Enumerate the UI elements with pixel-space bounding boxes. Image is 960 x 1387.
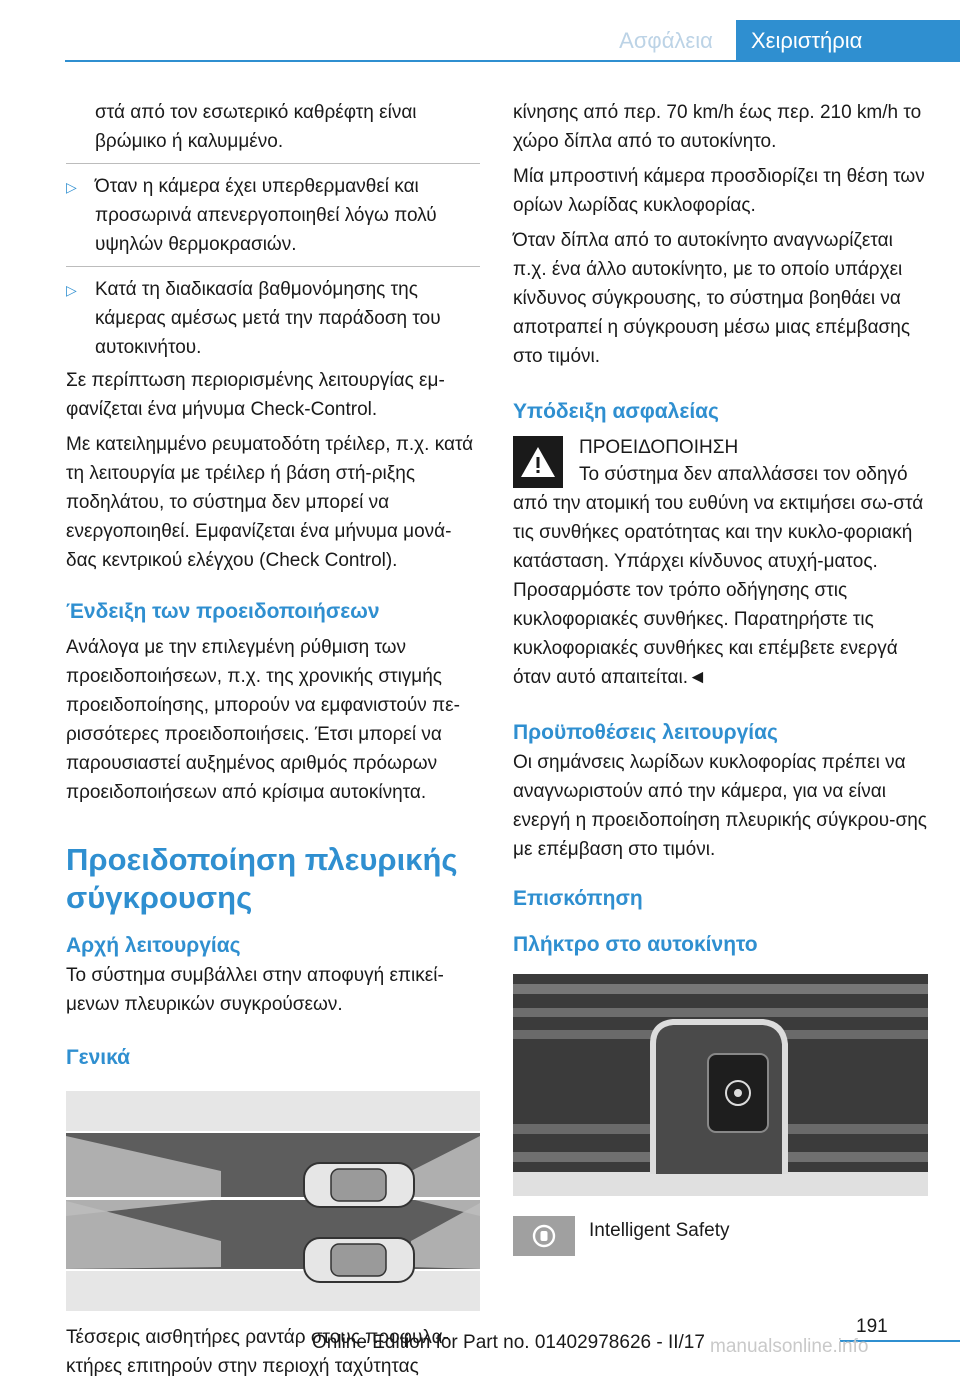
page-number: 191 [856, 1316, 888, 1337]
heading-warnings-display: Ένδειξη των προειδοποιήσεων [66, 600, 380, 623]
right-column [513, 98, 928, 1256]
warning-title: ΠΡΟΕΙΔΟΠΟΙΗΣΗ [579, 437, 739, 458]
warning-text: Το σύστημα δεν απαλλάσσει τον οδηγό από την ατομική του ευθύνη να εκτιμήσει σω-στά τις συνθήκες ορατότητας και την κυκλο-φοριακή κατάσταση. Υπάρχει κίνδυνος ατυχή-ματος. Προσαρμόστε τον τρόπο οδήγησης στις κυκλοφοριακές συνθήκες. Παρατηρήστε τις κυκλοφοριακές συνθήκες και επέμβετε ενεργά όταν αυτό απαιτείται.◄ [513, 464, 924, 688]
car-upper-icon [304, 1163, 414, 1207]
paragraph: κίνησης από περ. 70 km/h έως περ. 210 km/h το χώρο δίπλα από το αυτοκίνητο. [513, 102, 922, 152]
paragraph: Ανάλογα με την επιλεγμένη ρύθμιση των προειδοποιήσεων, π.χ. της χρονικής στιγμής προειδοποίησης, μπορούν να εμφανιστούν πε-ρισσότερες προειδοποιήσεις. Έτσι μπορεί να παρουσιαστεί αυξημένος αριθμός πρόωρων προειδοποιήσεων από κρίσιμα αυτοκίνητα. [66, 637, 460, 803]
edition-text: Online Edition for Part no. 01402978626 - II/17 [312, 1332, 705, 1353]
list-item: ▷ Όταν η κάμερα έχει υπερθερμανθεί και προσωρινά απενεργοποιηθεί λόγω πολύ υψηλών θερμοκρασιών. [66, 172, 480, 259]
left-column [66, 98, 480, 1387]
button-photo [513, 974, 928, 1196]
intelligent-safety-label: Intelligent Safety [589, 1220, 730, 1241]
button-legend [513, 1216, 928, 1256]
paragraph: Με κατειλημμένο ρευματοδότη τρέιλερ, π.χ. κατά τη λειτουργία με τρέιλερ ή βάση στή-ριξης ποδηλάτου, το σύστημα δεν μπορεί να ενεργοποιηθεί. Εμφανίζεται ένα μήνυμα μονά-δας κεντρικού ελέγχου (Check Control). [66, 434, 474, 571]
paragraph: Το σύστημα συμβάλλει στην αποφυγή επικεί-μενων πλευρικών συγκρούσεων. [66, 965, 444, 1015]
heading-overview: Επισκόπηση [513, 887, 643, 910]
divider [66, 163, 480, 164]
radar-sensors-figure [66, 1091, 480, 1311]
paragraph: Οι σημάνσεις λωρίδων κυκλοφορίας πρέπει να αναγνωριστούν από την κάμερα, για να είναι ενεργή η προειδοποίηση πλευρικής σύγκρου-σης με επέμβαση στο τιμόνι. [513, 752, 927, 860]
paragraph: Όταν δίπλα από το αυτοκίνητο αναγνωρίζεται π.χ. ένα άλλο αυτοκίνητο, με το οποίο υπάρχει κίνδυνος σύγκρουσης, το σύστημα βοηθάει να αποτραπεί η σύγκρουση μέσω μιας επέμβασης στο τιμόνι. [513, 230, 911, 367]
car-lower-icon [304, 1238, 414, 1282]
heading-prerequisites: Προϋποθέσεις λειτουργίας [513, 721, 778, 744]
watermark: manualsonline.info [710, 1336, 869, 1357]
bullet-triangle-icon: ▷ [66, 179, 77, 195]
heading-general: Γενικά [66, 1046, 131, 1069]
bullet-triangle-icon: ▷ [66, 282, 77, 298]
paragraph: Μία μπροστινή κάμερα προσδιορίζει τη θέση των ορίων λωρίδας κυκλοφορίας. [513, 166, 925, 216]
paragraph: Σε περίπτωση περιορισμένης λειτουργίας εμ-φανίζεται ένα μήνυμα Check-Control. [66, 370, 445, 420]
intelligent-safety-button-icon[interactable] [513, 1216, 575, 1256]
heading-button: Πλήκτρο στο αυτοκίνητο [513, 933, 758, 956]
header-section-tab[interactable]: Ασφάλεια [619, 28, 713, 53]
intro-text: στά από τον εσωτερικό καθρέφτη είναι βρώμικο ή καλυμμένο. [95, 102, 417, 152]
list-item: ▷ Κατά τη διαδικασία βαθμονόμησης της κάμερας αμέσως μετά την παράδοση του αυτοκινήτου. [66, 275, 480, 362]
warning-triangle-icon [513, 436, 563, 488]
section-title: Προειδοποίηση πλευρικής σύγκρουσης [66, 842, 458, 915]
heading-safety: Υπόδειξη ασφαλείας [513, 400, 719, 423]
divider [66, 266, 480, 267]
header-chapter-tab[interactable]: Χειριστήρια [736, 20, 960, 62]
heading-principle: Αρχή λειτουργίας [66, 934, 241, 957]
figure-caption: Τέσσερις αισθητήρες ραντάρ στους προφυλα-κτήρες επιτηρούν στην περιοχή ταχύτητας [66, 1327, 449, 1377]
